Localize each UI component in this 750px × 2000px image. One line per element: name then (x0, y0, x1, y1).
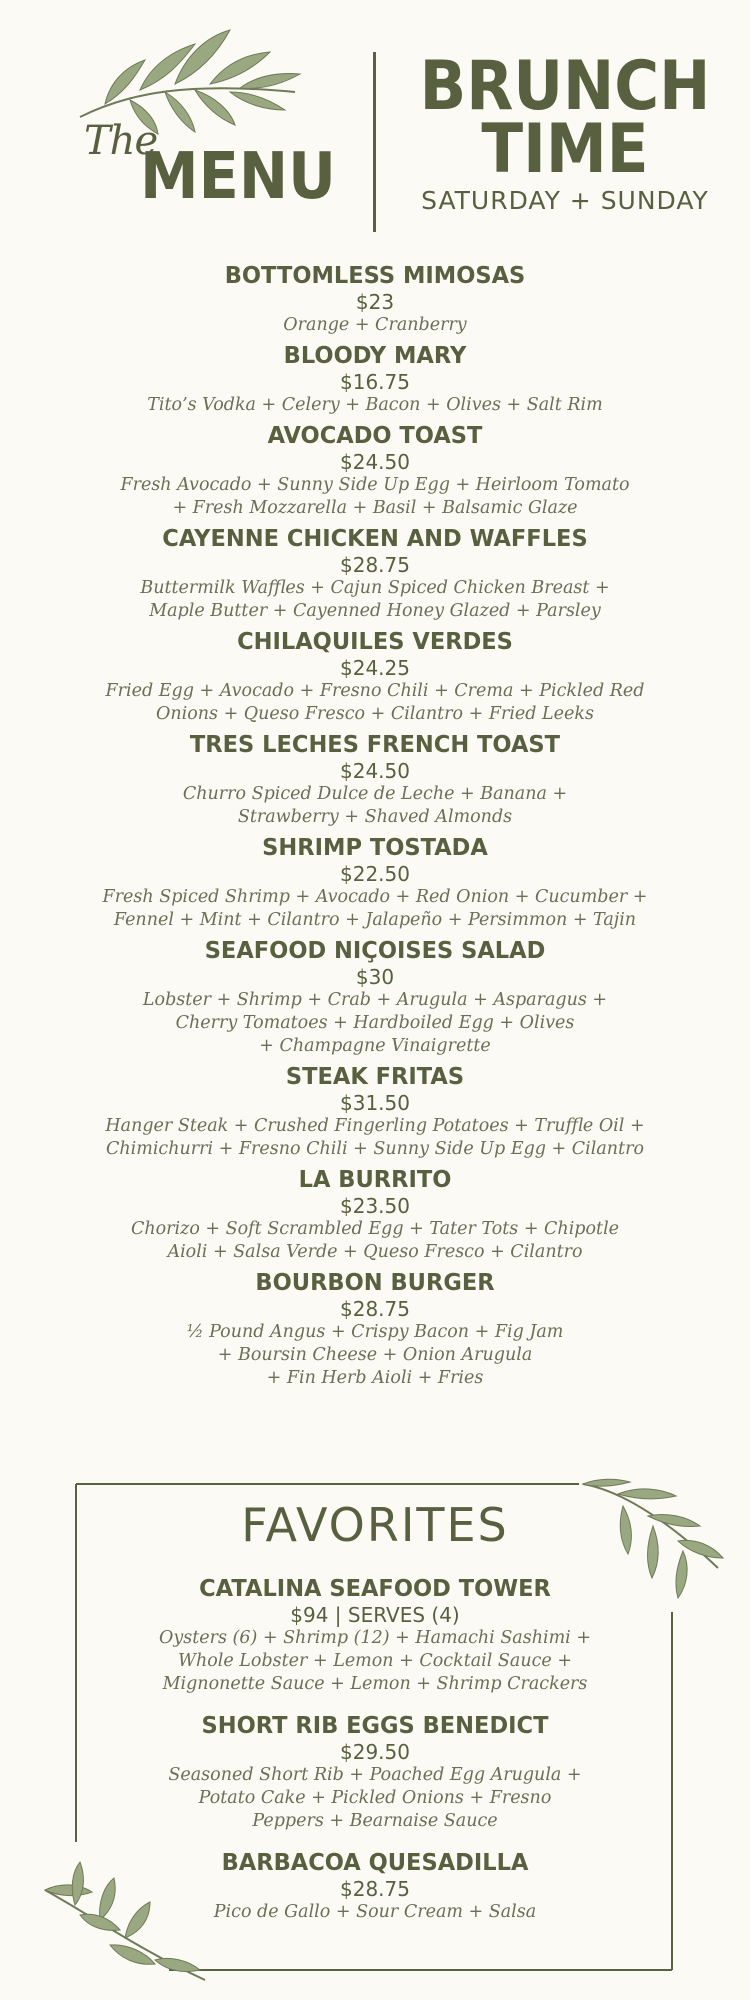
item-name: SHRIMP TOSTADA (262, 835, 488, 861)
favorite-item (115, 1712, 635, 1833)
item-name: LA BURRITO (298, 1167, 452, 1193)
item-price: $23.50 (340, 1194, 410, 1218)
header-divider (373, 52, 376, 232)
item-description: Fresh Spiced Shrimp + Avocado + Red Onion + Cucumber + Fennel + Mint + Cilantro + Jalapeño + Persimmon + Tajin (102, 887, 648, 930)
item-name: STEAK FRITAS (285, 1064, 465, 1090)
favorite-item (115, 1575, 635, 1696)
menu-items-list (40, 262, 710, 1395)
item-price: $23 (355, 290, 395, 314)
item-description: Orange + Cranberry (283, 315, 467, 335)
item-description: Chorizo + Soft Scrambled Egg + Tater Tots + Chipotle Aioli + Salsa Verde + Queso Fresco + Cilantro (130, 1219, 620, 1262)
item-price: $28.75 (340, 553, 410, 577)
item-price: $24.50 (340, 450, 410, 474)
favorite-item (115, 1849, 635, 1924)
item-price: $22.50 (340, 862, 410, 886)
item-name: BARBACOA QUESADILLA (221, 1850, 529, 1876)
item-name: SEAFOOD NIÇOISES SALAD (204, 938, 546, 964)
menu-item (40, 525, 710, 623)
item-description: Hanger Steak + Crushed Fingerling Potatoes + Truffle Oil + Chimichurri + Fresno Chili + Sunny Side Up Egg + Cilantro (105, 1116, 645, 1159)
item-name: CHILAQUILES VERDES (237, 629, 513, 655)
favorites-list (115, 1575, 635, 1940)
item-description: Seasoned Short Rib + Poached Egg Arugula + Potato Cake + Pickled Onions + Fresno Peppers + Bearnaise Sauce (168, 1765, 582, 1831)
menu-item (40, 422, 710, 520)
menu-item (40, 342, 710, 417)
menu-item (40, 937, 710, 1058)
item-description: Fried Egg + Avocado + Fresno Chili + Crema + Pickled Red Onions + Queso Fresco + Cilantro + Fried Leeks (105, 681, 645, 724)
brunch-days: SATURDAY + SUNDAY (421, 186, 709, 215)
favorites-title: FAVORITES (241, 1498, 509, 1552)
brunch-time-title (417, 47, 714, 189)
item-description: Oysters (6) + Shrimp (12) + Hamachi Sashimi + Whole Lobster + Lemon + Cocktail Sauce + Mignonette Sauce + Lemon + Shrimp Crackers (158, 1628, 592, 1694)
item-price: $31.50 (340, 1091, 410, 1115)
item-description: Lobster + Shrimp + Crab + Arugula + Asparagus + Cherry Tomatoes + Hardboiled Egg + Olives + Champagne Vinaigrette (142, 990, 608, 1056)
item-description: Buttermilk Waffles + Cajun Spiced Chicken Breast + Maple Butter + Cayenned Honey Glazed + Parsley (140, 578, 610, 621)
menu-item (40, 1269, 710, 1390)
item-description: Pico de Gallo + Sour Cream + Salsa (213, 1902, 537, 1922)
menu-item (40, 1063, 710, 1161)
menu-item (40, 731, 710, 829)
item-name: TRES LECHES FRENCH TOAST (189, 732, 561, 758)
item-price: $94 | SERVES (4) (290, 1603, 460, 1627)
menu-title: MENU (140, 140, 336, 214)
item-price: $24.25 (340, 656, 410, 680)
item-name: CATALINA SEAFOOD TOWER (199, 1576, 551, 1602)
item-name: SHORT RIB EGGS BENEDICT (201, 1713, 549, 1739)
item-description: Churro Spiced Dulce de Leche + Banana + Strawberry + Shaved Almonds (182, 784, 568, 827)
item-name: AVOCADO TOAST (267, 423, 483, 449)
item-price: $28.75 (340, 1877, 410, 1901)
item-name: CAYENNE CHICKEN AND WAFFLES (162, 526, 588, 552)
menu-item (40, 262, 710, 337)
item-price: $24.50 (340, 759, 410, 783)
menu-item (40, 628, 710, 726)
menu-item (40, 1166, 710, 1264)
the-script-text: The (84, 118, 158, 164)
item-description: Tito’s Vodka + Celery + Bacon + Olives + Salt Rim (147, 395, 603, 415)
item-price: $30 (355, 965, 395, 989)
item-name: BOTTOMLESS MIMOSAS (224, 263, 526, 289)
menu-item (40, 834, 710, 932)
menu-header (0, 0, 750, 250)
item-name: BLOODY MARY (283, 343, 467, 369)
brunch-title-line2: TIME (481, 109, 649, 189)
item-price: $28.75 (340, 1297, 410, 1321)
item-description: ½ Pound Angus + Crispy Bacon + Fig Jam + Boursin Cheese + Onion Arugula + Fin Herb Aioli + Fries (186, 1322, 564, 1388)
brunch-title-line1: BRUNCH (419, 47, 711, 126)
item-price: $16.75 (340, 370, 410, 394)
item-name: BOURBON BURGER (255, 1270, 495, 1296)
item-price: $29.50 (340, 1740, 410, 1764)
item-description: Fresh Avocado + Sunny Side Up Egg + Heirloom Tomato + Fresh Mozzarella + Basil + Balsamic Glaze (120, 475, 630, 518)
